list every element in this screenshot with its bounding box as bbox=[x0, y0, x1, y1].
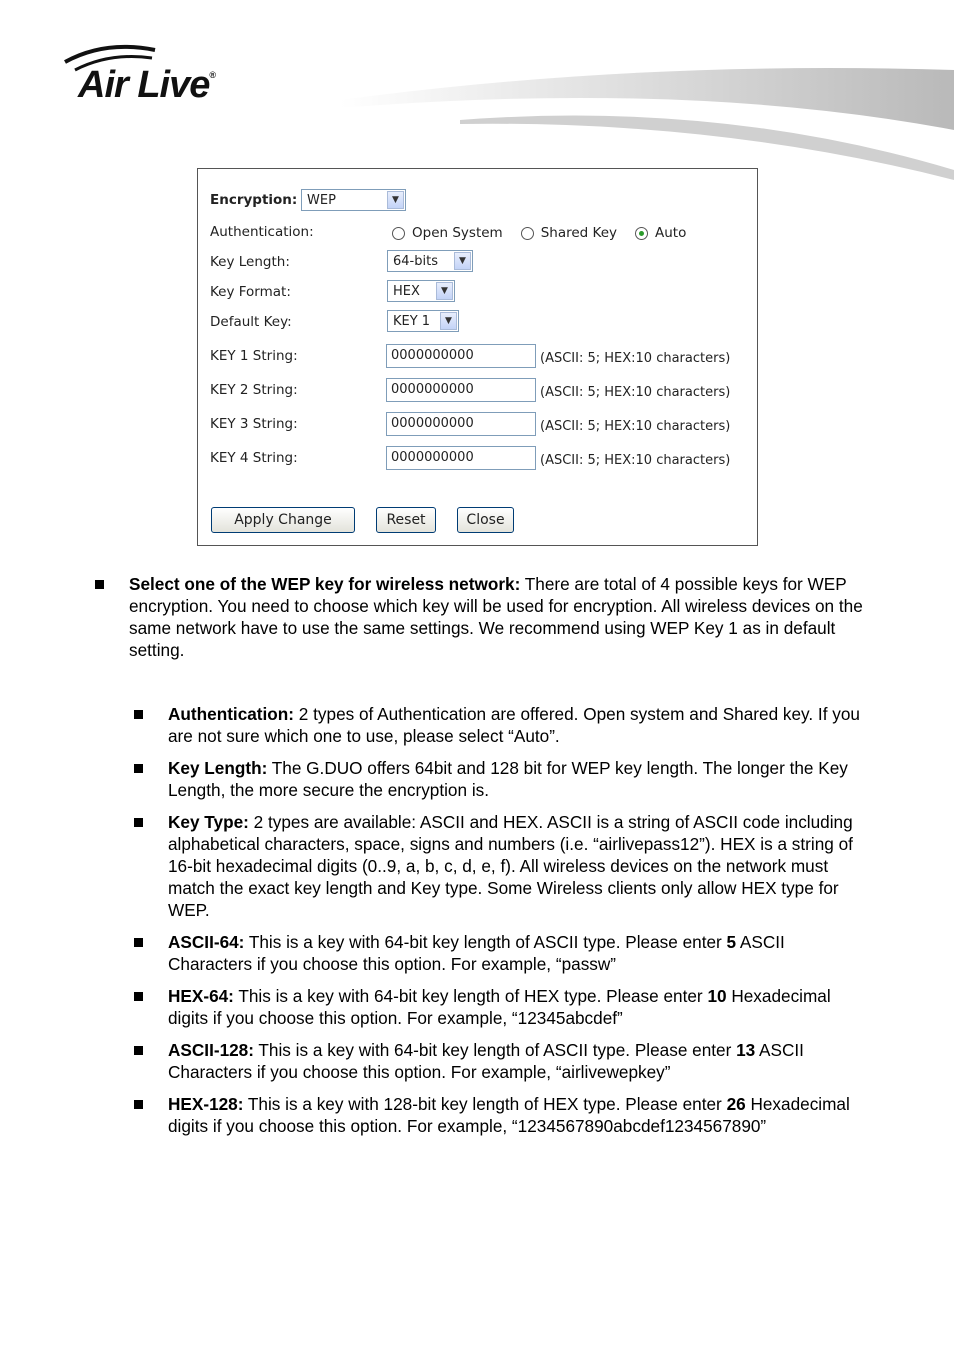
radio-shared-key[interactable]: Shared Key bbox=[521, 225, 617, 241]
key-length-select[interactable]: 64-bits ▼ bbox=[387, 250, 473, 272]
square-bullet-icon bbox=[134, 992, 143, 1001]
default-key-label: Default Key: bbox=[210, 314, 292, 330]
key-format-label: Key Format: bbox=[210, 284, 291, 300]
key1-label: KEY 1 String: bbox=[210, 348, 298, 364]
square-bullet-icon bbox=[134, 1100, 143, 1109]
logo-text: Air Live® bbox=[78, 64, 216, 106]
header-swoosh bbox=[340, 60, 954, 180]
chevron-down-icon: ▼ bbox=[440, 312, 457, 330]
encryption-select[interactable] bbox=[301, 189, 406, 211]
key1-input[interactable]: 0000000000 bbox=[386, 344, 536, 368]
square-bullet-icon bbox=[95, 580, 104, 589]
key3-hint: (ASCII: 5; HEX:10 characters) bbox=[540, 419, 731, 434]
key2-label: KEY 2 String: bbox=[210, 382, 298, 398]
list-item: Authentication: 2 types of Authentication are offered. Open system and Shared key. If you are not sure which one to use, please select “Auto”. bbox=[168, 703, 868, 747]
airlive-logo bbox=[60, 40, 290, 110]
key1-hint: (ASCII: 5; HEX:10 characters) bbox=[540, 351, 731, 366]
apply-change-button[interactable]: Apply Change bbox=[211, 507, 355, 533]
key-format-select[interactable]: HEX ▼ bbox=[387, 280, 455, 302]
authentication-label: Authentication: bbox=[210, 224, 314, 240]
radio-circle[interactable] bbox=[392, 227, 405, 240]
square-bullet-icon bbox=[134, 938, 143, 947]
radio-open-system[interactable]: Open System bbox=[392, 225, 503, 241]
chevron-down-icon: ▼ bbox=[436, 282, 453, 300]
main-bullet-item: Select one of the WEP key for wireless network: There are total of 4 possible keys for WEP encryption. You need to choose which key will be used for encryption. All wireless devices on the same network have to use the same settings. We recommend using WEP Key 1 as in default setting. bbox=[129, 573, 869, 661]
key4-label: KEY 4 String: bbox=[210, 450, 298, 466]
list-item: ASCII-64: This is a key with 64-bit key length of ASCII type. Please enter 5 ASCII Characters if you choose this option. For example, “passw” bbox=[168, 931, 868, 975]
encryption-value: WEP bbox=[307, 192, 336, 208]
list-item: ASCII-128: This is a key with 64-bit key length of ASCII type. Please enter 13 ASCII Characters if you choose this option. For example, “airlivewepkey” bbox=[168, 1039, 868, 1083]
list-item: Key Type: 2 types are available: ASCII and HEX. ASCII is a string of ASCII code including alphabetical characters, space, signs and numbers (i.e. “airlivepass12”). HEX is a string of 16-bit hexadecimal digits (0..9, a, b, c, d, e, f). All wireless devices on the network must match the exact key length and Key type. Some Wireless clients only allow HEX type for WEP. bbox=[168, 811, 868, 921]
close-button[interactable]: Close bbox=[457, 507, 514, 533]
key2-input[interactable]: 0000000000 bbox=[386, 378, 536, 402]
chevron-down-icon: ▼ bbox=[387, 191, 404, 209]
chevron-down-icon: ▼ bbox=[454, 252, 471, 270]
key3-input[interactable]: 0000000000 bbox=[386, 412, 536, 436]
default-key-select[interactable]: KEY 1 ▼ bbox=[387, 310, 459, 332]
square-bullet-icon bbox=[134, 818, 143, 827]
key3-label: KEY 3 String: bbox=[210, 416, 298, 432]
radio-circle[interactable] bbox=[521, 227, 534, 240]
list-item: HEX-128: This is a key with 128-bit key length of HEX type. Please enter 26 Hexadecimal digits if you choose this option. For example, “1234567890abcdef1234567890” bbox=[168, 1093, 868, 1137]
reset-button[interactable]: Reset bbox=[376, 507, 436, 533]
square-bullet-icon bbox=[134, 710, 143, 719]
key2-hint: (ASCII: 5; HEX:10 characters) bbox=[540, 385, 731, 400]
key4-hint: (ASCII: 5; HEX:10 characters) bbox=[540, 453, 731, 468]
key4-input[interactable]: 0000000000 bbox=[386, 446, 536, 470]
key-length-label: Key Length: bbox=[210, 254, 290, 270]
encryption-label: Encryption: bbox=[210, 192, 298, 208]
authentication-radio-group bbox=[392, 225, 704, 241]
square-bullet-icon bbox=[134, 1046, 143, 1055]
radio-circle-selected[interactable] bbox=[635, 227, 648, 240]
list-item: HEX-64: This is a key with 64-bit key length of HEX type. Please enter 10 Hexadecimal digits if you choose this option. For example, “12345abcdef” bbox=[168, 985, 868, 1029]
list-item: Key Length: The G.DUO offers 64bit and 128 bit for WEP key length. The longer the Key Length, the more secure the encryption is. bbox=[168, 757, 868, 801]
square-bullet-icon bbox=[134, 764, 143, 773]
wep-settings-panel bbox=[197, 168, 758, 546]
radio-auto[interactable]: Auto bbox=[635, 225, 686, 241]
